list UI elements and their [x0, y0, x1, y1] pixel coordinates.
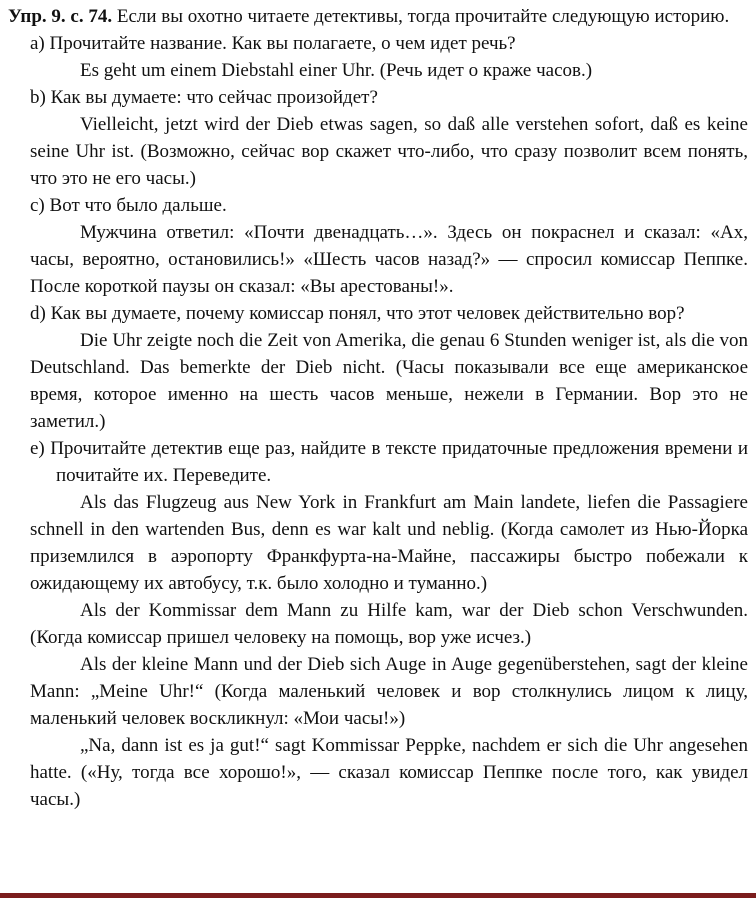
exercise-item-a — [30, 30, 748, 84]
exercise-item-e — [30, 435, 748, 813]
exercise-title — [8, 3, 748, 30]
item-question-line — [30, 84, 748, 111]
item-question-line — [30, 30, 748, 57]
exercise-answer-page — [8, 3, 748, 813]
item-question: Вот что было дальше. — [49, 195, 227, 216]
item-answer: Vielleicht, jetzt wird der Dieb etwas sagen, so daß alle verstehen sofort, daß es keine seine Uhr ist. (Возможно, сейчас вор скажет что-либо, что сразу позволит всем понять, что это не его часы.) — [30, 114, 748, 189]
item-question: Прочитайте название. Как вы полагаете, о чем идет речь? — [49, 33, 516, 54]
item-answer: „Na, dann ist es ja gut!“ sagt Kommissar Peppke, nachdem er sich die Uhr angesehen hatte. («Ну, тогда все хорошо!», — сказал комиссар Пеппке после того, как увидел часы.) — [30, 735, 748, 810]
item-answer: Als der Kommissar dem Mann zu Hilfe kam, war der Dieb schon Verschwunden. (Когда комиссар пришел человеку на помощь, вор уже исчез.) — [30, 600, 748, 648]
item-label: e) — [30, 438, 45, 459]
item-answer: Es geht um einem Diebstahl einer Uhr. (Речь идет о краже часов.) — [80, 60, 593, 81]
item-answer: Die Uhr zeigte noch die Zeit von Amerika, die genau 6 Stunden weniger ist, als die von Deutschland. Das bemerkte der Dieb nicht. (Часы показывали все еще американское время, которое именно на шесть часов меньше, нежели в Германии. Вор это не заметил.) — [30, 330, 748, 432]
item-answer: Мужчина ответил: «Почти двенадцать…». Здесь он покраснел и сказал: «Ах, часы, вероятно, остановились!» «Шесть часов назад?» — спросил комиссар Пеппке. После короткой паузы он сказал: «Вы арестованы!». — [30, 222, 748, 297]
exercise-instruction: Если вы охотно читаете детективы, тогда прочитайте следующую историю. — [116, 6, 730, 27]
item-question-line — [30, 192, 748, 219]
exercise-items — [30, 30, 748, 813]
exercise-number: Упр. 9. с. 74. — [8, 6, 113, 27]
item-answer: Als das Flugzeug aus New York in Frankfurt am Main landete, liefen die Passagiere schnell in den wartenden Bus, denn es war kalt und neblig. (Когда самолет из Нью-Йорка приземлился в аэропорту Франкфурта-на-Майне, пассажиры быстро побежали к ожидающему их автобусу, т.к. было холодно и туманно.) — [30, 492, 748, 594]
item-question: Как вы думаете: что сейчас произойдет? — [50, 87, 378, 108]
bottom-accent-bar — [0, 893, 756, 898]
item-label: c) — [30, 195, 45, 216]
item-label: a) — [30, 33, 45, 54]
item-question: Как вы думаете, почему комиссар понял, что этот человек действительно вор? — [50, 303, 685, 324]
item-question-line — [30, 300, 748, 327]
item-label: b) — [30, 87, 46, 108]
item-label: d) — [30, 303, 46, 324]
item-answer: Als der kleine Mann und der Dieb sich Auge in Auge gegenüberstehen, sagt der kleine Mann: „Meine Uhr!“ (Когда маленький человек и вор столкнулись лицом к лицу, маленький человек воскликнул: «Мои часы!») — [30, 654, 748, 729]
item-question: Прочитайте детектив еще раз, найдите в тексте придаточные предложения времени и почитайте их. Переведите. — [50, 438, 748, 486]
exercise-item-b — [30, 84, 748, 192]
exercise-item-d — [30, 300, 748, 435]
exercise-item-c — [30, 192, 748, 300]
item-question-line — [30, 435, 748, 489]
